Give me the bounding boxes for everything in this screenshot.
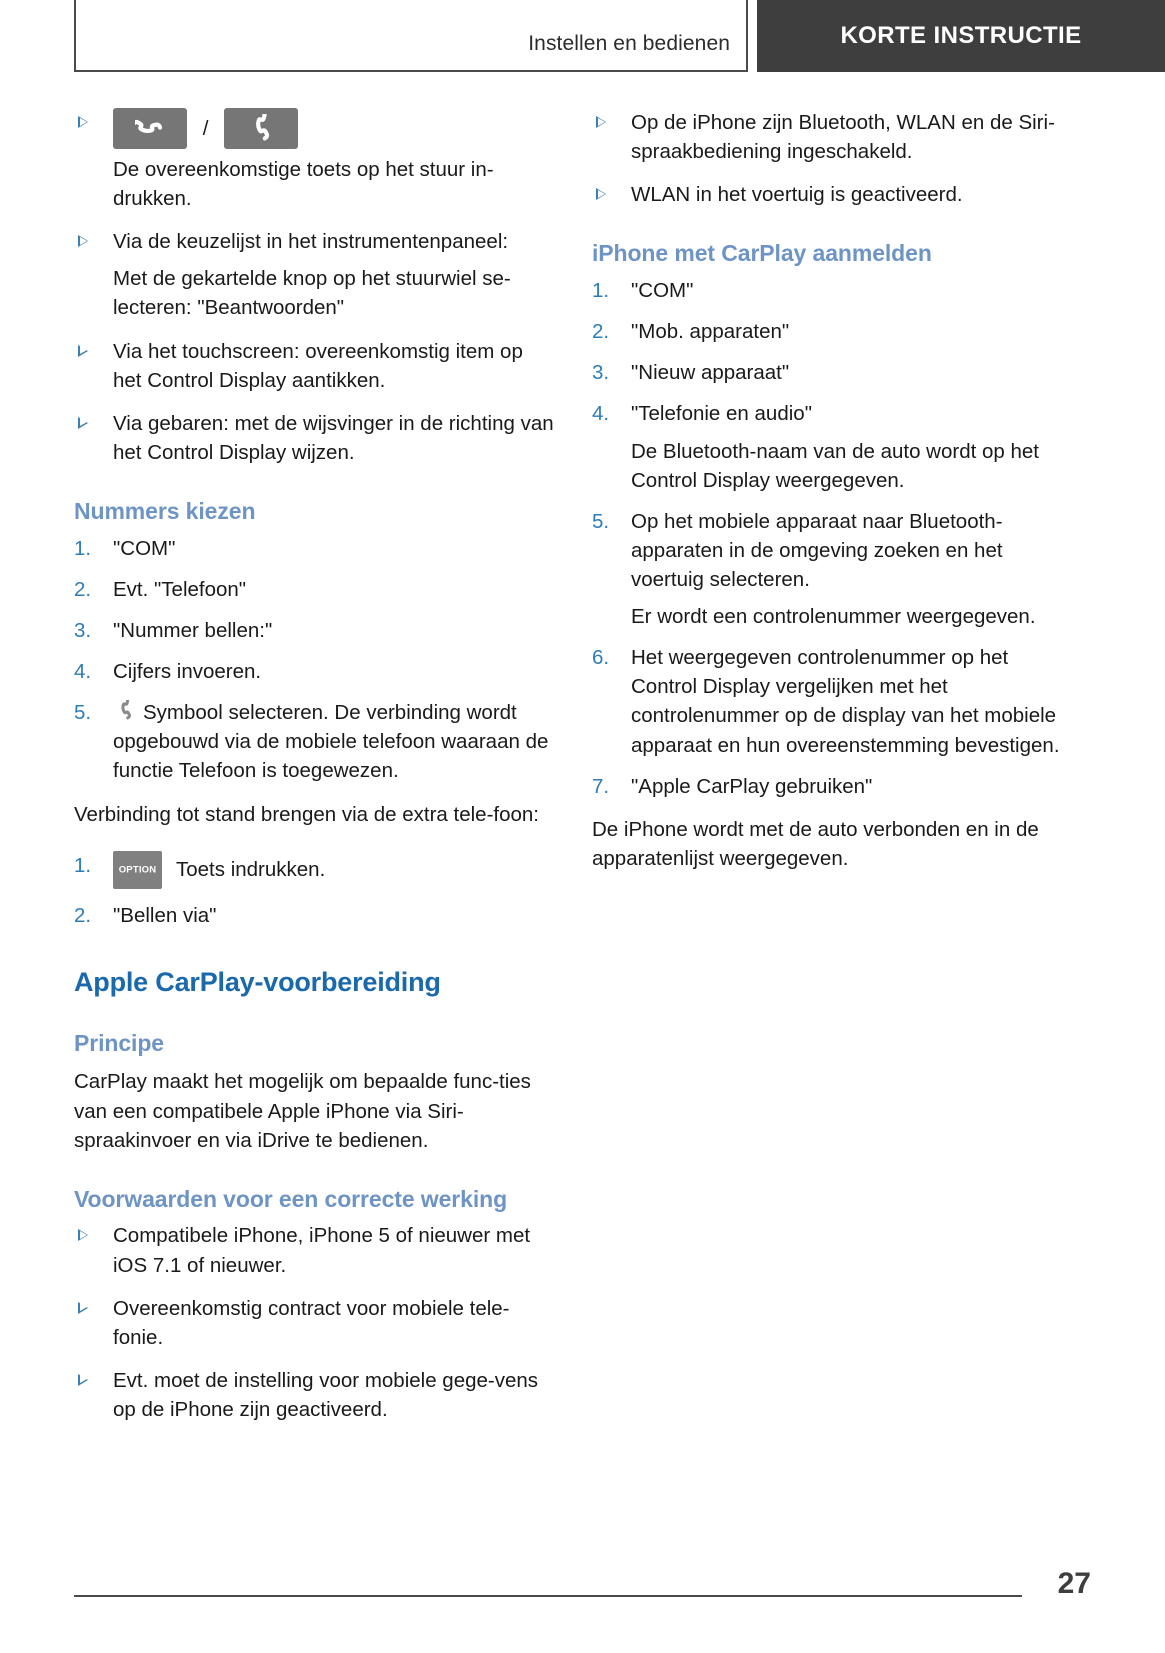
triangle-bullet-icon (78, 1374, 88, 1386)
phone-accept-icon (113, 108, 187, 149)
list-item (74, 1294, 554, 1352)
phone-accept-glyph (135, 114, 165, 144)
right-column (592, 108, 1072, 873)
list-item-text: "Telefonie en audio" (631, 402, 812, 426)
header-tab-label: KORTE INSTRUCTIE (840, 22, 1082, 49)
list-item-number: 1. (74, 853, 92, 877)
list-item-text: Cijfers invoeren. (113, 660, 262, 684)
triangle-bullet-icon (78, 417, 88, 429)
header-chapter-box (74, 0, 748, 72)
triangle-bullet-icon (78, 1229, 88, 1241)
list-item-text: Via de keuzelijst in het instrumentenpaneel: (113, 230, 509, 254)
page-number: 27 (1057, 1567, 1091, 1600)
list-item-text: "Bellen via" (113, 903, 217, 927)
list-item-text: Compatibele iPhone, iPhone 5 of nieuwer met iOS 7.1 of nieuwer. (113, 1224, 531, 1277)
option-key-row (113, 851, 554, 889)
prerequisites-bullet-list (592, 108, 1072, 209)
triangle-bullet-icon (596, 116, 606, 128)
triangle-bullet-icon (78, 116, 88, 128)
list-item-number: 1. (74, 536, 92, 560)
list-item-text: "COM" (631, 279, 694, 303)
steering-wheel-keys-row (113, 108, 554, 149)
list-item (74, 1221, 554, 1279)
answer-call-bullet-list (74, 108, 554, 467)
principe-paragraph: CarPlay maakt het mogelijk om bepaalde func-ties van een compatibele Apple iPhone via Siri-spraakinvoer en via iDrive te bedienen. (74, 1070, 531, 1152)
list-item (592, 643, 1072, 759)
list-item (74, 534, 554, 563)
heading-apple-carplay: Apple CarPlay-voorbereiding (74, 966, 441, 997)
aanmelden-steps (592, 276, 1072, 801)
list-item-text: De overeenkomstige toets op het stuur in-drukken. (113, 158, 494, 211)
heading-nummers-kiezen: Nummers kiezen (74, 497, 256, 524)
list-item-text: "Nummer bellen:" (113, 618, 273, 642)
list-item-number: 2. (592, 320, 610, 344)
list-item-number: 3. (592, 361, 610, 385)
list-item (74, 657, 554, 686)
list-item (592, 358, 1072, 387)
triangle-bullet-icon (78, 1302, 88, 1314)
list-item-text: "Mob. apparaten" (631, 320, 790, 344)
list-item (74, 337, 554, 395)
list-item (74, 1366, 554, 1424)
list-item (74, 575, 554, 604)
phone-reject-glyph (246, 114, 276, 144)
list-item (74, 108, 554, 213)
header-section-tab (757, 0, 1165, 72)
left-column (74, 108, 554, 1424)
list-item (74, 227, 554, 322)
list-item (74, 409, 554, 467)
voorwaarden-bullet-list (74, 1221, 554, 1424)
phone-handset-icon (113, 700, 137, 722)
list-item-text: Symbool selecteren. De verbinding wordt opgebouwd via de mobiele telefoon waaraan de functie Telefoon is toegewezen. (113, 701, 549, 783)
aanmelden-closing-paragraph: De iPhone wordt met de auto verbonden en in de apparatenlijst weergegeven. (592, 817, 1039, 870)
list-item-number: 4. (74, 660, 92, 684)
list-item-text: Evt. "Telefoon" (113, 577, 247, 601)
list-item-number: 3. (74, 618, 92, 642)
list-item-text: Toets indrukken. (176, 858, 326, 882)
list-item-number: 6. (592, 646, 610, 670)
heading-principe: Principe (74, 1029, 164, 1056)
triangle-bullet-icon (78, 235, 88, 247)
list-item-text: Overeenkomstig contract voor mobiele tele-fonie. (113, 1296, 510, 1349)
list-item (592, 772, 1072, 801)
list-item (592, 317, 1072, 346)
list-item (74, 851, 554, 889)
list-item (592, 399, 1072, 494)
list-item-subtext: Er wordt een controlenummer weergegeven. (631, 605, 1036, 629)
list-item-text: WLAN in het voertuig is geactiveerd. (631, 183, 963, 207)
list-item-text: Via het touchscreen: overeenkomstig item op het Control Display aantikken. (113, 339, 523, 392)
list-item (592, 180, 1072, 209)
list-item-number: 2. (74, 577, 92, 601)
list-item (592, 507, 1072, 631)
list-item-number: 5. (74, 701, 92, 725)
list-item-text: Evt. moet de instelling voor mobiele gege-vens op de iPhone zijn geactiveerd. (113, 1368, 539, 1422)
list-item-number: 2. (74, 903, 92, 927)
list-item (592, 276, 1072, 305)
list-item-text: "COM" (113, 536, 176, 560)
key-separator: / (202, 116, 209, 140)
option-key-label: OPTION (118, 863, 157, 875)
list-item (592, 108, 1072, 166)
phone-reject-icon (224, 108, 298, 149)
triangle-bullet-icon (78, 345, 88, 357)
list-item-number: 1. (592, 279, 610, 303)
heading-voorwaarden: Voorwaarden voor een correcte werking (74, 1185, 508, 1212)
option-key-icon (113, 851, 162, 889)
list-item-text: Op de iPhone zijn Bluetooth, WLAN en de Siri-spraakbediening ingeschakeld. (631, 111, 1055, 164)
header-chapter-label: Instellen en bedienen (528, 32, 730, 55)
list-item-text: Op het mobiele apparaat naar Bluetooth-apparaten in de omgeving zoeken en het voertuig selecteren. (631, 509, 1003, 591)
heading-iphone-aanmelden: iPhone met CarPlay aanmelden (592, 240, 932, 267)
nummers-kiezen-steps (74, 534, 554, 786)
triangle-bullet-icon (596, 188, 606, 200)
list-item-subtext: De Bluetooth-naam van de auto wordt op het Control Display weergegeven. (631, 439, 1039, 492)
list-item-subtext: Met de gekartelde knop op het stuurwiel se-lecteren: "Beantwoorden" (113, 267, 511, 320)
list-item-number: 4. (592, 402, 610, 426)
page-header (0, 0, 1165, 75)
list-item-text: "Apple CarPlay gebruiken" (631, 774, 873, 798)
page-footer (0, 1533, 1165, 1653)
list-item-number: 7. (592, 774, 610, 798)
list-item-text: "Nieuw apparaat" (631, 361, 790, 385)
list-item-number: 5. (592, 509, 610, 533)
list-item-text: Via gebaren: met de wijsvinger in de richting van het Control Display wijzen. (113, 411, 554, 464)
extra-phone-steps (74, 851, 554, 930)
list-item-text: Het weergegeven controlenummer op het Control Display vergelijken met het controlenummer op de display van het mobiele apparaat en hun overeenstemming bevestigen. (631, 646, 1060, 757)
list-item (74, 698, 554, 785)
list-item (74, 616, 554, 645)
extra-phone-paragraph: Verbinding tot stand brengen via de extra tele-foon: (74, 802, 539, 826)
footer-divider (74, 1595, 1022, 1597)
list-item (74, 901, 554, 930)
